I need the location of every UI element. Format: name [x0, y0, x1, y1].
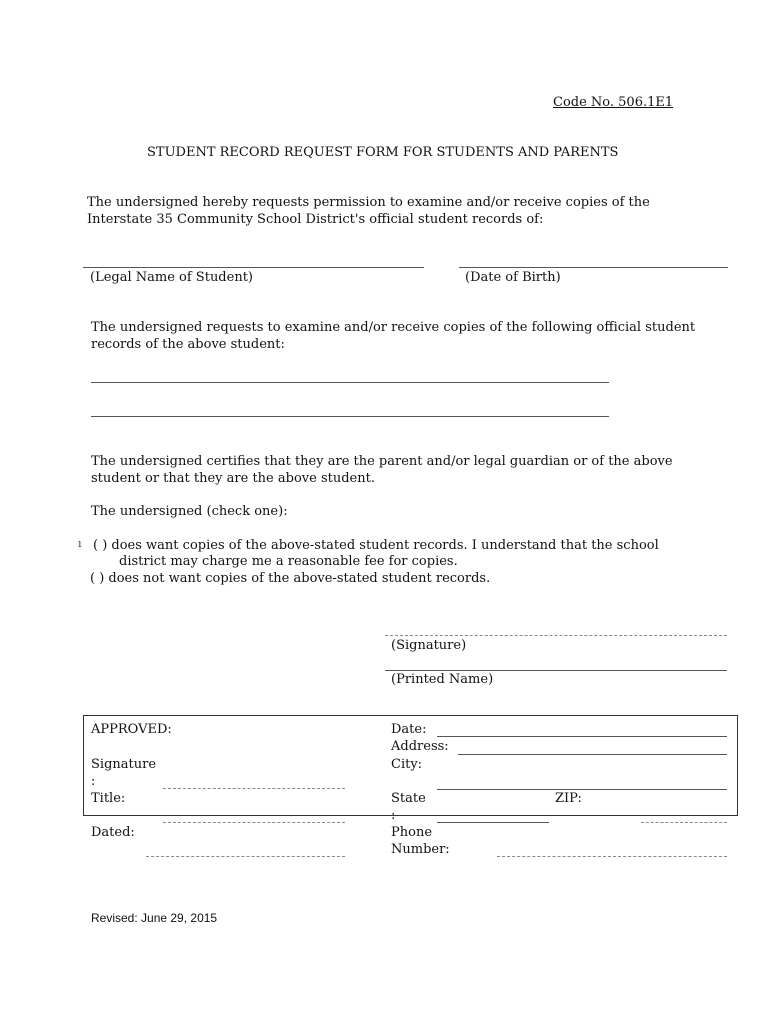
- intro-line-1: The undersigned hereby requests permission to examine and/or receive copies of the: [87, 195, 650, 210]
- records-entry-line-2[interactable]: [91, 416, 609, 417]
- phone-number-label: Number:: [391, 842, 450, 857]
- option-not-want-copies[interactable]: ( ) does not want copies of the above-stated student records.: [90, 571, 491, 586]
- date-label: Date:: [391, 722, 427, 737]
- approval-dated-label: Dated:: [91, 825, 135, 840]
- approval-signature-line[interactable]: [163, 788, 345, 789]
- records-entry-line-1[interactable]: [91, 382, 609, 383]
- state-label: State: [391, 791, 426, 806]
- revised-date: Revised: June 29, 2015: [91, 911, 218, 925]
- signature-line[interactable]: [385, 635, 727, 636]
- city-label: City:: [391, 757, 423, 772]
- approval-title-line[interactable]: [163, 822, 345, 823]
- state-line[interactable]: [437, 822, 549, 823]
- legal-name-line[interactable]: [83, 267, 424, 268]
- date-of-birth-line[interactable]: [459, 267, 728, 268]
- option-want-copies-line-2: district may charge me a reasonable fee for copies.: [119, 554, 458, 569]
- date-of-birth-label: (Date of Birth): [465, 270, 561, 285]
- zip-line[interactable]: [641, 822, 727, 823]
- legal-name-label: (Legal Name of Student): [90, 270, 253, 285]
- option-want-copies[interactable]: ( ) does want copies of the above-stated student records. I understand that the school: [93, 538, 659, 553]
- signature-label: (Signature): [391, 638, 467, 653]
- state-colon: :: [391, 808, 396, 823]
- certification-line-1: The undersigned certifies that they are the parent and/or legal guardian or of the above: [91, 454, 673, 469]
- records-request-line-2: records of the above student:: [91, 337, 285, 352]
- approved-label: APPROVED:: [91, 722, 172, 737]
- intro-line-2: Interstate 35 Community School District's official student records of:: [87, 212, 544, 227]
- approval-signature-label: Signature: [91, 757, 157, 772]
- zip-label: ZIP:: [555, 791, 582, 806]
- address-label: Address:: [391, 739, 449, 754]
- address-line[interactable]: [458, 754, 727, 755]
- approval-dated-line[interactable]: [146, 856, 345, 857]
- approval-signature-colon: :: [91, 774, 96, 789]
- date-line[interactable]: [437, 736, 727, 737]
- approval-title-label: Title:: [91, 791, 126, 806]
- city-line[interactable]: [437, 789, 727, 790]
- records-request-line-1: The undersigned requests to examine and/or receive copies of the following official student: [91, 320, 696, 335]
- check-one-heading: The undersigned (check one):: [91, 504, 288, 519]
- certification-line-2: student or that they are the above student.: [91, 471, 375, 486]
- form-title: STUDENT RECORD REQUEST FORM FOR STUDENTS AND PARENTS: [147, 145, 619, 160]
- printed-name-label: (Printed Name): [391, 672, 494, 687]
- code-number: Code No. 506.1E1: [553, 95, 674, 110]
- margin-mark: ı: [78, 537, 82, 550]
- phone-number-line[interactable]: [497, 856, 727, 857]
- phone-label: Phone: [391, 825, 433, 840]
